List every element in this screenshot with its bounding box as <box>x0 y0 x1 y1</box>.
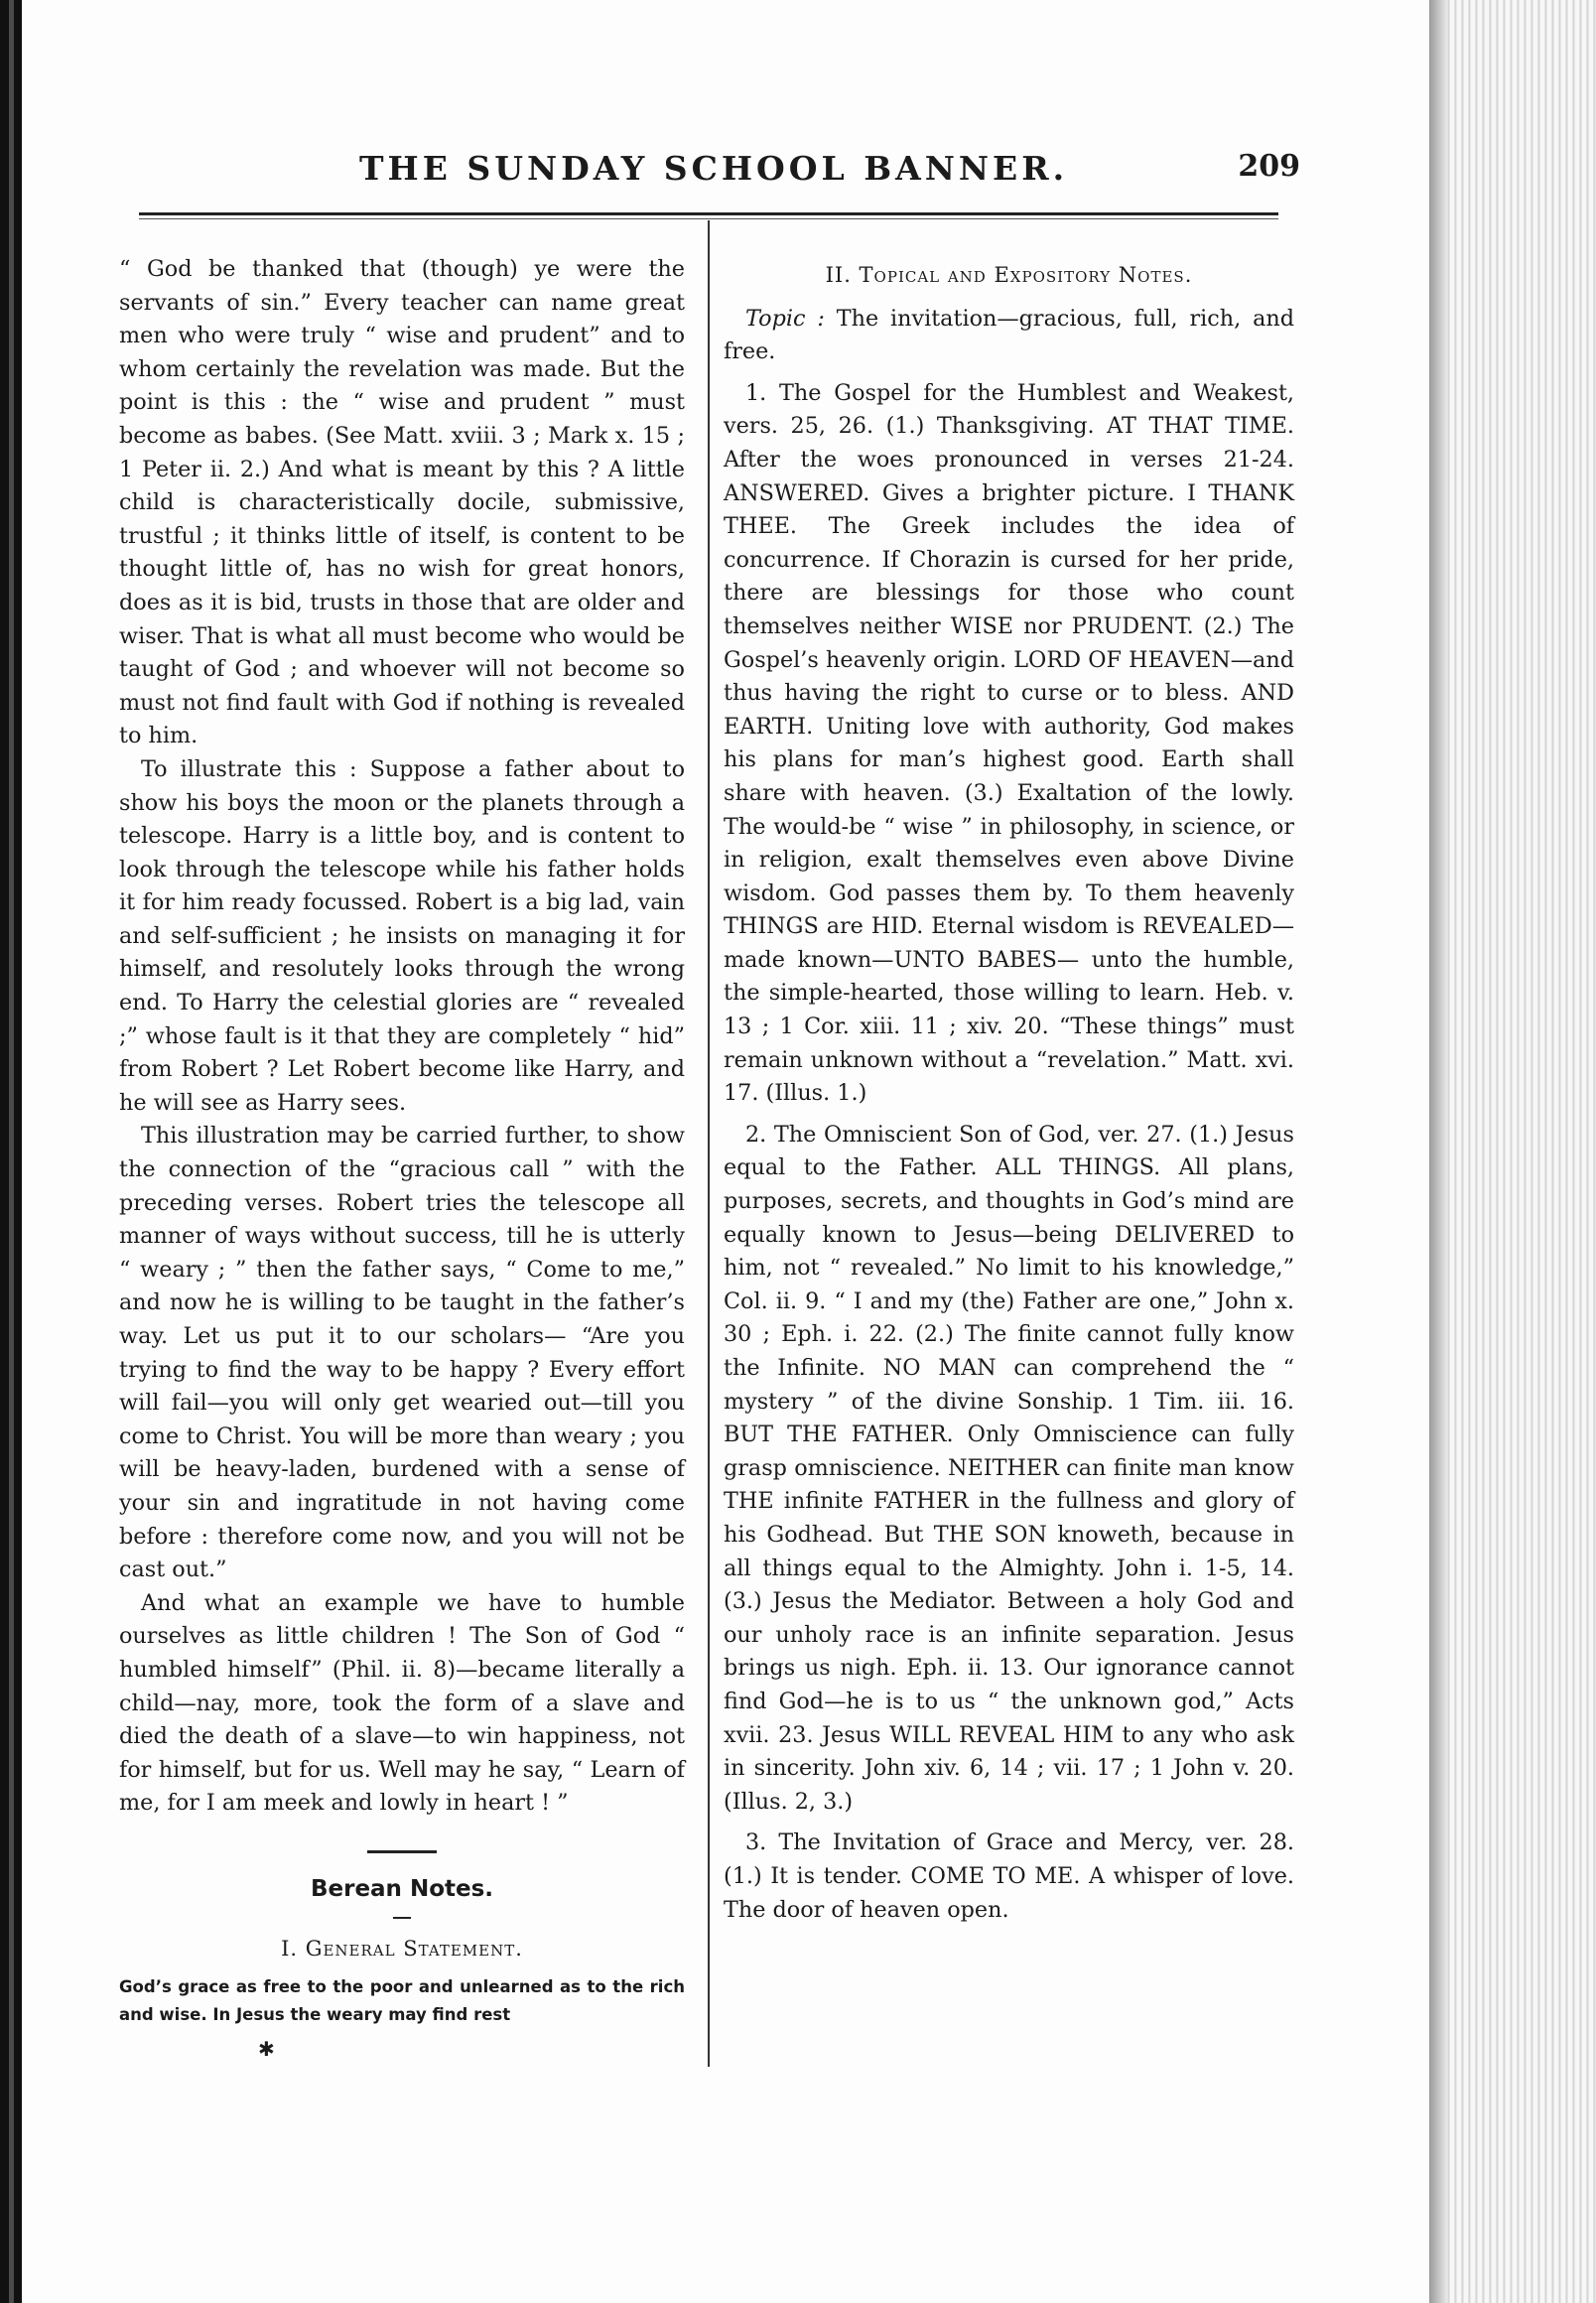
left-column <box>119 253 685 2067</box>
topic-label: Topic : <box>745 305 825 332</box>
paragraph: This illustration may be carried further, to show the connection of the “gracious call ” with the preceding verses. Robert tries the telescope all manner of ways without success, till he is utterly “ weary ; ” then the father says, “ Come to me,” and now he is willing to be taught in the father’s way. Let us put it to our scholars— “Are you trying to find the way to be happy ? Every effort will fail—you will only get wearied out—till you come to Christ. You will be more than weary ; you will be heavy-laden, burdened with a sense of your sin and ingratitude in not having come before : therefore come now, and you will not be cast out.” <box>119 1123 685 1583</box>
general-statement-heading: I. General Statement. <box>281 1936 523 1961</box>
paragraph: “ God be thanked that (though) ye were the servants of sin.” Every teacher can name great men who were truly “ wise and prudent” and to whom certainly the revelation was made. But the point is this : the “ wise and prudent ” must become as babes. (See Matt. xviii. 3 ; Mark x. 15 ; 1 Peter ii. 2.) And what is meant by this ? A little child is characteristically docile, submissive, trustful ; it thinks little of itself, is content to be thought little of, has no wish for great honors, does as it is bid, trusts in those that are older and wiser. That is what all must become who would be taught of God ; and whoever will not become so must not find fault with God if nothing is revealed to him. <box>119 256 685 749</box>
paragraph: 1. The Gospel for the Humblest and Weakest, vers. 25, 26. (1.) Thanksgiving. AT THAT TIME. After the woes pronounced in verses 21-24. ANSWERED. Gives a brighter picture. I THANK THEE. The Greek includes the idea of concurrence. If Chorazin is cursed for her pride, there are blessings for those who count themselves neither WISE nor PRUDENT. (2.) The Gospel’s heavenly origin. LORD OF HEAVEN—and thus having the right to curse or to bless. AND EARTH. Uniting love with authority, God makes his plans for man’s highest good. Earth shall share with heaven. (3.) Exaltation of the lowly. The would-be “ wise ” in philosophy, in science, or in religion, exalt themselves even above Divine wisdom. God passes them by. To them heavenly THINGS are HID. Eternal wisdom is REVEALED—made known—UNTO BABES— unto the humble, the simple-hearted, those willing to learn. Heb. v. 13 ; 1 Cor. xiii. 11 ; xiv. 20. “These things” must remain unknown without a “revelation.” Matt. xvi. 17. (Illus. 1.) <box>724 379 1294 1107</box>
short-dash <box>393 1917 411 1919</box>
page-number: 209 <box>1238 149 1300 184</box>
paragraph: And what an example we have to humble ourselves as little children ! The Son of God “ humbled himself” (Phil. ii. 8)—became literally a child—nay, more, took the form of a slave and died the death of a slave—to win happiness, not for himself, but for us. Well may he say, “ Learn of me, for I am meek and lowly in heart ! ” <box>119 1589 685 1817</box>
right-column <box>706 253 1294 1927</box>
page-edges <box>1429 0 1596 2303</box>
topic-line <box>724 303 1294 369</box>
paragraph: To illustrate this : Suppose a father about to show his boys the moon or the planets through a telescope. Harry is a little boy, and is content to look through the telescope while his father holds it for him ready focussed. Robert is a big lad, vain and self-sufficient ; he insists on managing it for himself, and resolutely looks through the wrong end. To Harry the celestial glories are “ revealed ;” whose fault is it that they are completely “ hid” from Robert ? Let Robert become like Harry, and he will see as Harry sees. <box>119 755 685 1116</box>
ornament-star: ✱ <box>258 2037 275 2062</box>
page-title: THE SUNDAY SCHOOL BANNER. <box>359 149 1069 188</box>
running-header <box>161 149 1300 199</box>
topical-notes-heading: II. Topical and Expository Notes. <box>825 263 1193 287</box>
paragraph: 2. The Omniscient Son of God, ver. 27. (1.) Jesus equal to the Father. ALL THINGS. All plans, purposes, secrets, and thoughts in God’s mind are equally known to Jesus—being DELIVERED to him, not “ revealed.” No limit to his knowledge,” Col. ii. 9. “ I and my (the) Father are one,” John x. 30 ; Eph. i. 22. (2.) The finite cannot fully know the Infinite. NO MAN can comprehend the “ mystery ” of the divine Sonship. 1 Tim. iii. 16. BUT THE FATHER. Only Omniscience can fully grasp omniscience. NEITHER can finite man know THE infinite FATHER in the fullness and glory of his Godhead. But THE SON knoweth, because in all things equal to the Almighty. John i. 1-5, 14. (3.) Jesus the Mediator. Between a holy God and our unholy race is an infinite separation. Jesus brings us nigh. Eph. ii. 13. Our ignorance cannot find God—he is to us “ the unknown god,” Acts xvii. 23. Jesus WILL REVEAL HIM to any who ask in sincerity. John xiv. 6, 14 ; vii. 17 ; 1 John v. 20. (Illus. 2, 3.) <box>724 1121 1294 1815</box>
general-statement-text: God’s grace as free to the poor and unlearned as to the rich and wise. In Jesus the weary may find rest <box>119 1977 685 2025</box>
header-rule-thin <box>139 218 1278 219</box>
berean-notes-heading: Berean Notes. <box>310 1875 494 1902</box>
paragraph: 3. The Invitation of Grace and Mercy, ver. 28. (1.) It is tender. COME TO ME. A whisper of love. The door of heaven open. <box>724 1829 1294 1923</box>
section-ornament-rule <box>367 1850 437 1853</box>
topic-text: The invitation—gracious, full, rich, and free. <box>724 305 1295 365</box>
book-spine-shadow <box>0 0 22 2303</box>
header-rule <box>139 212 1278 215</box>
